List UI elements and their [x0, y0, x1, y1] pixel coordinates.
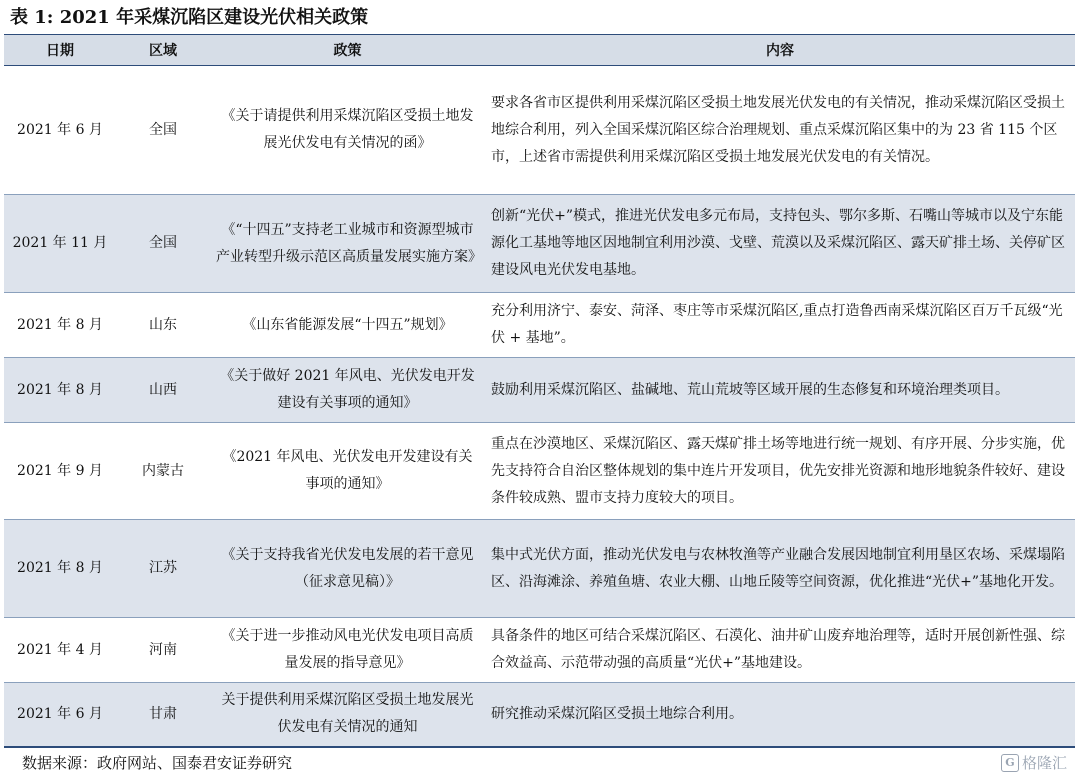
policy-table	[4, 34, 1075, 748]
cell-content: 集中式光伏方面，推动光伏发电与农林牧渔等产业融合发展因地制宜利用垦区农场、采煤塌陷区、沿海滩涂、养殖鱼塘、农业大棚、山地丘陵等空间资源，优化推进“光伏+”基地化开发。	[485, 520, 1075, 618]
cell-date: 2021 年 8 月	[4, 358, 116, 423]
cell-policy: 《2021 年风电、光伏发电开发建设有关事项的通知》	[210, 423, 485, 520]
cell-region: 全国	[116, 66, 210, 195]
cell-content: 研究推动采煤沉陷区受损土地综合利用。	[485, 683, 1075, 747]
source-note: 数据来源：政府网站、国泰君安证券研究	[22, 754, 293, 772]
header-region: 区域	[116, 35, 210, 66]
cell-policy: 《关于支持我省光伏发电发展的若干意见（征求意见稿）》	[210, 520, 485, 618]
header-policy: 政策	[210, 35, 485, 66]
cell-region: 全国	[116, 195, 210, 293]
cell-content: 要求各省市区提供利用采煤沉陷区受损土地发展光伏发电的有关情况，推动采煤沉陷区受损土地综合利用，列入全国采煤沉陷区综合治理规划、重点采煤沉陷区集中的为 23 省 115 个区市，上述省市需提供利用采煤沉陷区受损土地发展光伏发电的有关情况。	[485, 66, 1075, 195]
cell-date: 2021 年 6 月	[4, 683, 116, 747]
cell-date: 2021 年 8 月	[4, 293, 116, 358]
cell-region: 甘肃	[116, 683, 210, 747]
cell-content: 创新“光伏+”模式，推进光伏发电多元布局，支持包头、鄂尔多斯、石嘴山等城市以及宁东能源化工基地等地区因地制宜利用沙漠、戈壁、荒漠以及采煤沉陷区、露天矿排土场、关停矿区建设风电光伏发电基地。	[485, 195, 1075, 293]
table-row	[4, 358, 1075, 423]
gelonghui-logo-icon: G	[1001, 754, 1019, 772]
table-row	[4, 423, 1075, 520]
cell-region: 山西	[116, 358, 210, 423]
table-header-row	[4, 35, 1075, 66]
cell-date: 2021 年 11 月	[4, 195, 116, 293]
cell-policy: 《关于请提供利用采煤沉陷区受损土地发展光伏发电有关情况的函》	[210, 66, 485, 195]
table-row	[4, 618, 1075, 683]
cell-policy: 关于提供利用采煤沉陷区受损土地发展光伏发电有关情况的通知	[210, 683, 485, 747]
table-title: 表 1: 2021 年采煤沉陷区建设光伏相关政策	[10, 7, 369, 28]
table-row	[4, 520, 1075, 618]
cell-region: 内蒙古	[116, 423, 210, 520]
header-content: 内容	[485, 35, 1075, 66]
cell-policy: 《关于进一步推动风电光伏发电项目高质量发展的指导意见》	[210, 618, 485, 683]
cell-date: 2021 年 8 月	[4, 520, 116, 618]
table-row	[4, 66, 1075, 195]
cell-content: 重点在沙漠地区、采煤沉陷区、露天煤矿排土场等地进行统一规划、有序开展、分步实施，优先支持符合自治区整体规划的集中连片开发项目，优先安排光资源和地形地貌条件较好、建设条件较成熟、盟市支持力度较大的项目。	[485, 423, 1075, 520]
watermark-text: 格隆汇	[1021, 754, 1067, 772]
table-row	[4, 683, 1075, 747]
cell-content: 鼓励利用采煤沉陷区、盐碱地、荒山荒坡等区域开展的生态修复和环境治理类项目。	[485, 358, 1075, 423]
cell-region: 河南	[116, 618, 210, 683]
cell-region: 山东	[116, 293, 210, 358]
table-row	[4, 195, 1075, 293]
header-date: 日期	[4, 35, 116, 66]
cell-date: 2021 年 6 月	[4, 66, 116, 195]
cell-content: 充分利用济宁、泰安、菏泽、枣庄等市采煤沉陷区,重点打造鲁西南采煤沉陷区百万千瓦级“光伏 + 基地”。	[485, 293, 1075, 358]
cell-date: 2021 年 9 月	[4, 423, 116, 520]
cell-content: 具备条件的地区可结合采煤沉陷区、石漠化、油井矿山废弃地治理等，适时开展创新性强、综合效益高、示范带动强的高质量“光伏+”基地建设。	[485, 618, 1075, 683]
cell-policy: 《山东省能源发展“十四五”规划》	[210, 293, 485, 358]
watermark	[1001, 752, 1067, 773]
cell-date: 2021 年 4 月	[4, 618, 116, 683]
cell-policy: 《“十四五”支持老工业城市和资源型城市产业转型升级示范区高质量发展实施方案》	[210, 195, 485, 293]
cell-policy: 《关于做好 2021 年风电、光伏发电开发建设有关事项的通知》	[210, 358, 485, 423]
cell-region: 江苏	[116, 520, 210, 618]
table-row	[4, 293, 1075, 358]
